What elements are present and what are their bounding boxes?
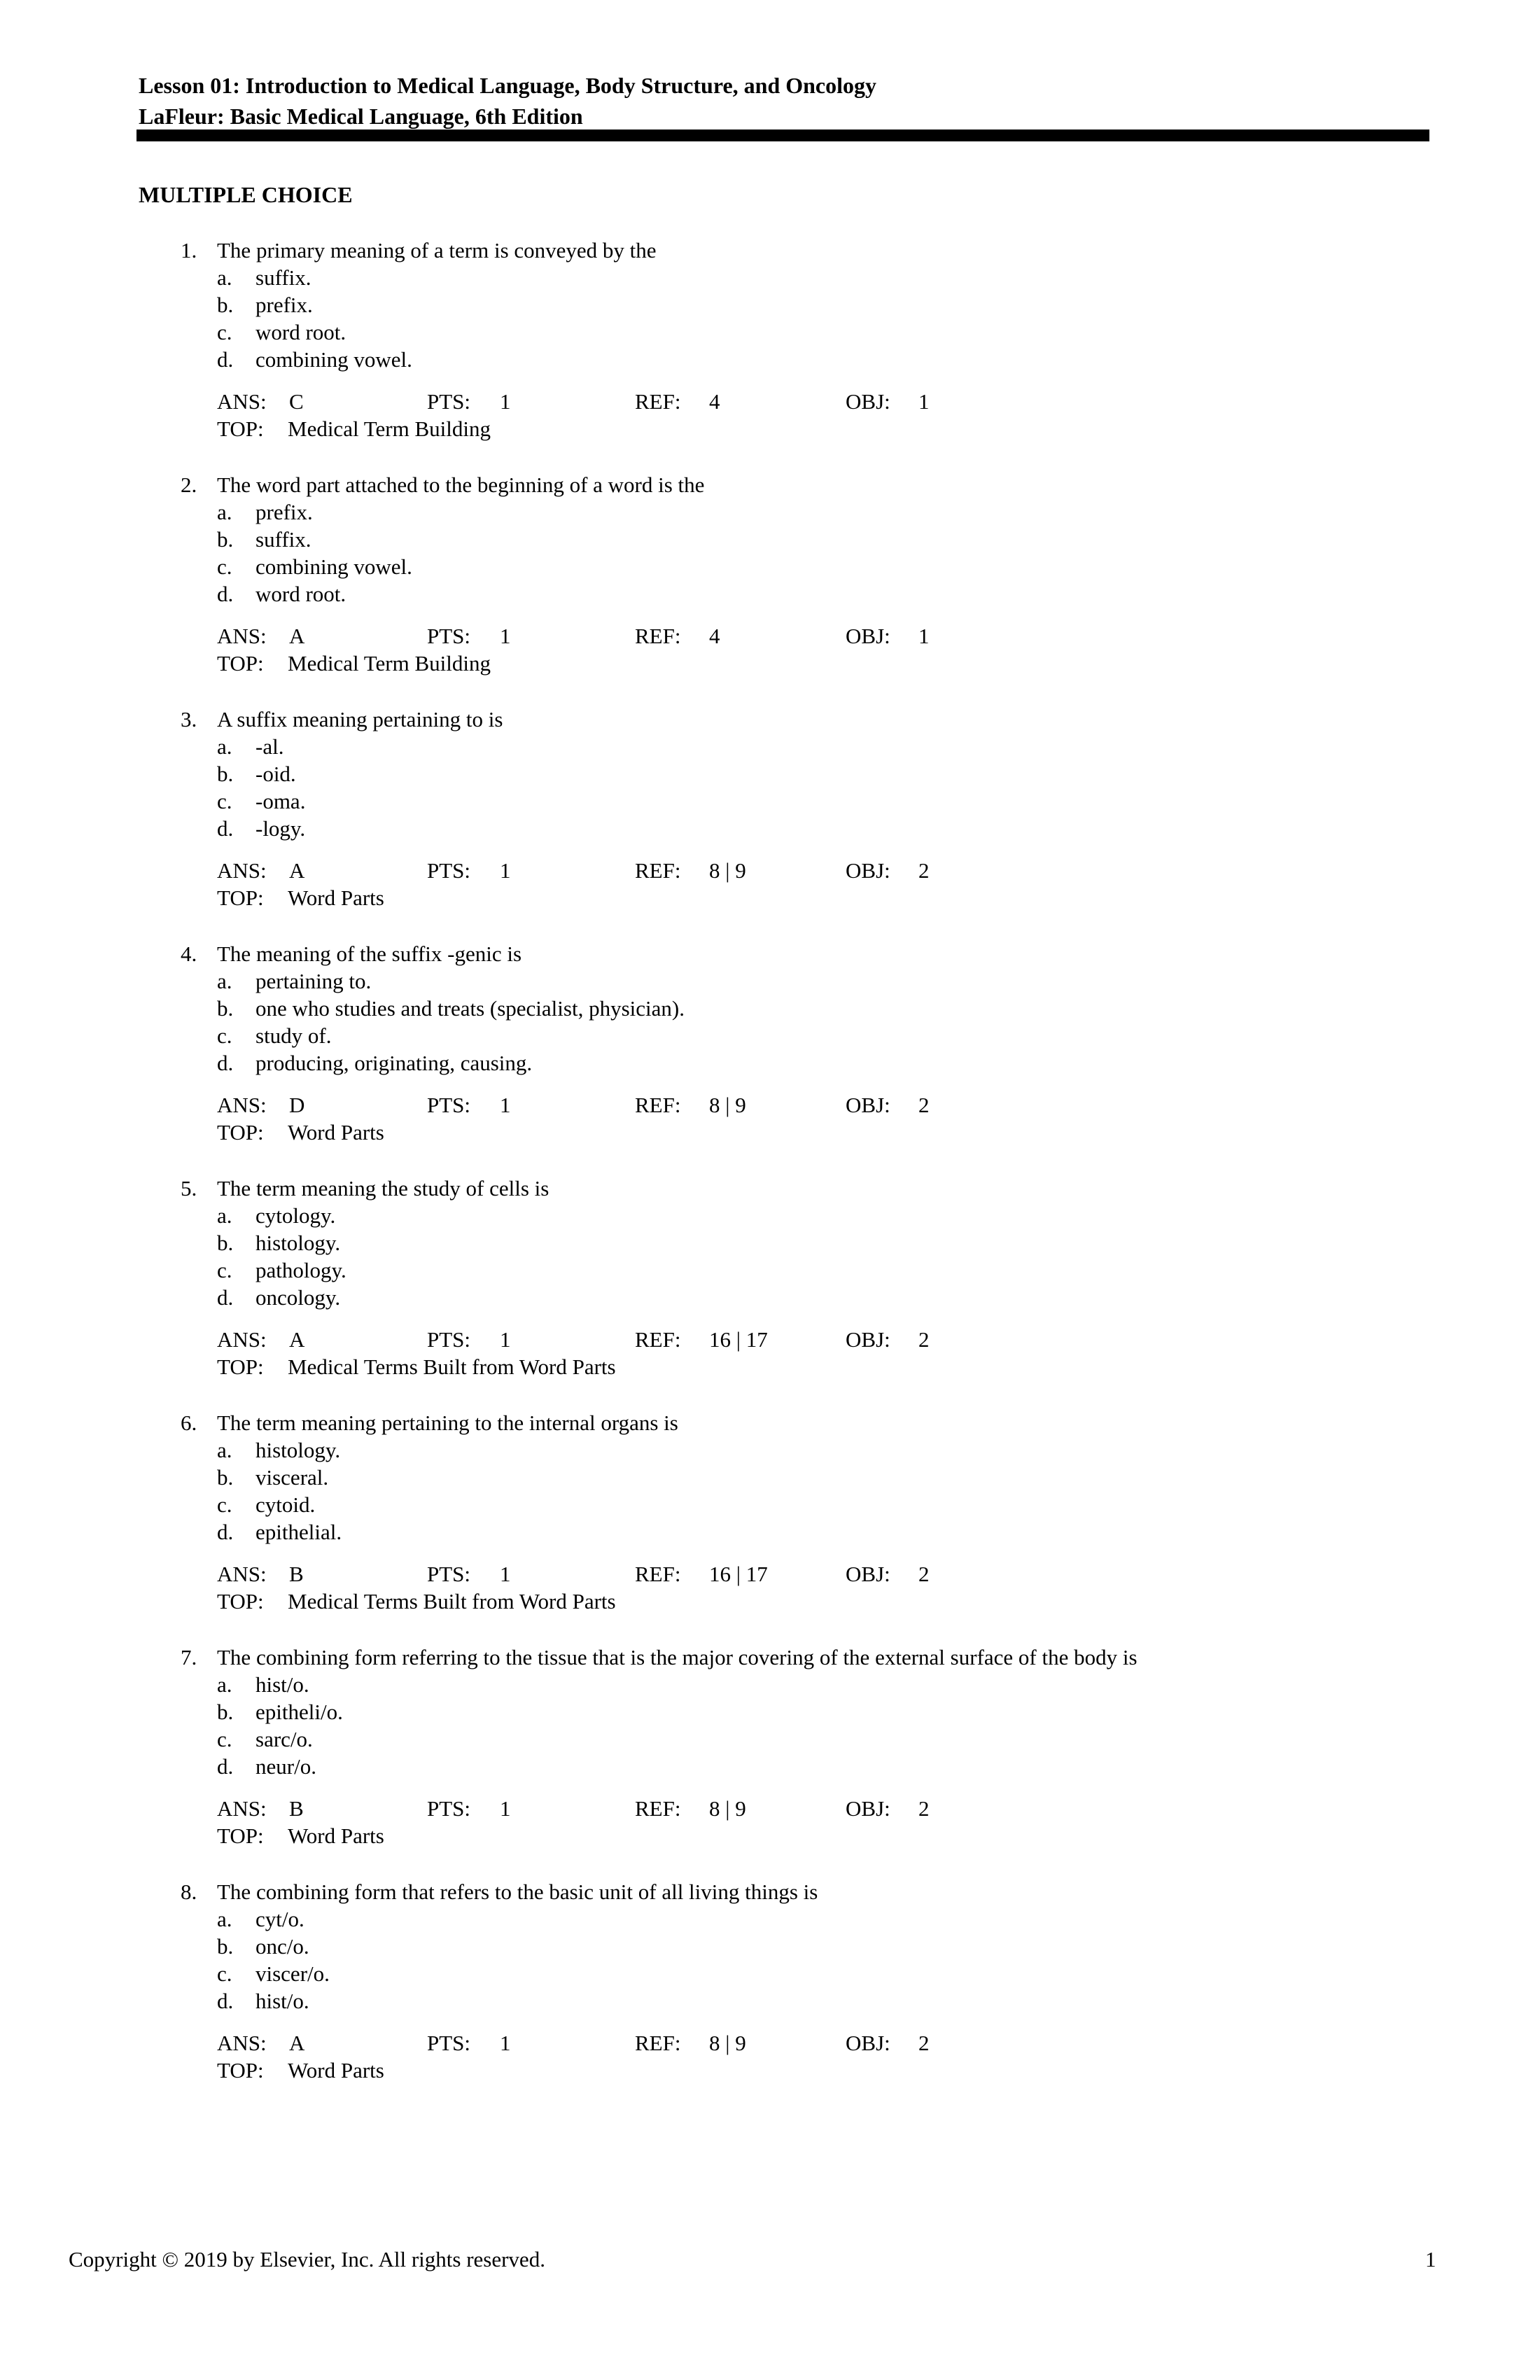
obj-value: 1: [918, 389, 930, 414]
option-letter: c.: [217, 1492, 232, 1517]
pts-value: 1: [500, 1562, 511, 1586]
ans-label: ANS:: [217, 2031, 267, 2055]
top-label: TOP:: [217, 886, 264, 910]
top-value: Medical Term Building: [288, 651, 491, 676]
ref-value: 8 | 9: [709, 2031, 746, 2055]
top-value: Word Parts: [288, 1120, 384, 1144]
option-text: sarc/o.: [255, 1727, 313, 1751]
option-letter: a.: [217, 734, 232, 759]
top-value: Medical Term Building: [288, 416, 491, 441]
obj-label: OBJ:: [846, 1562, 890, 1586]
top-label: TOP:: [217, 1120, 264, 1144]
metadata-row: [217, 1091, 1267, 1119]
ref-value: 8 | 9: [709, 858, 746, 883]
obj-value: 2: [918, 858, 930, 883]
ans-label: ANS:: [217, 1093, 267, 1117]
option-letter: a.: [217, 1203, 232, 1228]
option-text: combining vowel.: [255, 554, 412, 579]
top-label: TOP:: [217, 651, 264, 676]
option-text: neur/o.: [255, 1754, 316, 1779]
book-title: LaFleur: Basic Medical Language, 6th Edition: [139, 104, 583, 129]
answer-metadata: [217, 388, 1267, 444]
question-stem: The meaning of the suffix -genic is: [217, 941, 522, 966]
pts-label: PTS:: [427, 858, 471, 883]
option-text: epithelial.: [255, 1520, 342, 1544]
option-letter: b.: [217, 996, 234, 1021]
question-stem: A suffix meaning pertaining to is: [217, 707, 503, 732]
obj-label: OBJ:: [846, 1796, 890, 1821]
option-letter: b.: [217, 527, 234, 552]
ans-value: C: [289, 389, 304, 414]
option-letter: b.: [217, 762, 234, 786]
ref-label: REF:: [635, 1093, 681, 1117]
ref-value: 16 | 17: [709, 1562, 768, 1586]
lesson-title: Lesson 01: Introduction to Medical Language, Body Structure, and Oncology: [139, 73, 877, 98]
top-label: TOP:: [217, 1589, 264, 1614]
pts-label: PTS:: [427, 1093, 471, 1117]
pts-value: 1: [500, 1327, 511, 1352]
metadata-row: [217, 2029, 1267, 2057]
pts-value: 1: [500, 624, 511, 648]
question-stem: The word part attached to the beginning of a word is the: [217, 472, 705, 497]
option-letter: c.: [217, 789, 232, 813]
ans-value: B: [289, 1796, 304, 1821]
top-label: TOP:: [217, 416, 264, 441]
pts-label: PTS:: [427, 1327, 471, 1352]
obj-label: OBJ:: [846, 858, 890, 883]
metadata-row: [217, 388, 1267, 415]
option-text: combining vowel.: [255, 347, 412, 372]
pts-value: 1: [500, 389, 511, 414]
question-stem: The term meaning the study of cells is: [217, 1176, 550, 1200]
option-text: epitheli/o.: [255, 1700, 343, 1724]
option-text: suffix.: [255, 527, 312, 552]
option-letter: b.: [217, 1934, 234, 1959]
option-text: suffix.: [255, 265, 312, 290]
option-letter: a.: [217, 969, 232, 993]
topic-row: [217, 415, 1267, 442]
ans-value: A: [289, 858, 305, 883]
question-number: 7.: [181, 1645, 197, 1670]
ans-value: A: [289, 2031, 305, 2055]
option-letter: a.: [217, 1907, 232, 1931]
option-letter: d.: [217, 347, 234, 372]
topic-row: [217, 884, 1267, 911]
option-text: pertaining to.: [255, 969, 372, 993]
ans-label: ANS:: [217, 389, 267, 414]
obj-label: OBJ:: [846, 389, 890, 414]
page-number: 1: [1425, 2247, 1436, 2272]
pts-value: 1: [500, 858, 511, 883]
option-letter: c.: [217, 554, 232, 579]
option-letter: c.: [217, 1727, 232, 1751]
option-letter: a.: [217, 500, 232, 524]
option-text: -al.: [255, 734, 284, 759]
ref-value: 8 | 9: [709, 1796, 746, 1821]
option-text: -logy.: [255, 816, 306, 841]
option-text: histology.: [255, 1231, 341, 1255]
option-text: pathology.: [255, 1258, 346, 1282]
option-letter: a.: [217, 1438, 232, 1462]
pts-value: 1: [500, 2031, 511, 2055]
option-letter: c.: [217, 1961, 232, 1986]
option-text: word root.: [255, 320, 346, 344]
topic-row: [217, 2057, 1267, 2084]
ref-value: 16 | 17: [709, 1327, 768, 1352]
option-letter: a.: [217, 265, 232, 290]
option-text: viscer/o.: [255, 1961, 330, 1986]
ref-label: REF:: [635, 1796, 681, 1821]
ans-label: ANS:: [217, 1327, 267, 1352]
option-text: -oma.: [255, 789, 306, 813]
topic-row: [217, 1588, 1267, 1615]
option-letter: b.: [217, 1700, 234, 1724]
top-label: TOP:: [217, 1354, 264, 1379]
ans-label: ANS:: [217, 1796, 267, 1821]
option-text: cytoid.: [255, 1492, 316, 1517]
ans-label: ANS:: [217, 1562, 267, 1586]
answer-metadata: [217, 2029, 1267, 2085]
ref-value: 4: [709, 389, 720, 414]
obj-value: 2: [918, 1562, 930, 1586]
option-letter: d.: [217, 816, 234, 841]
option-letter: b.: [217, 1465, 234, 1490]
question-stem: The combining form referring to the tissue that is the major covering of the external surface of the body is: [217, 1645, 1138, 1670]
top-value: Medical Terms Built from Word Parts: [288, 1589, 616, 1614]
topic-row: [217, 1353, 1267, 1380]
question-number: 3.: [181, 707, 197, 732]
pts-label: PTS:: [427, 2031, 471, 2055]
ref-label: REF:: [635, 389, 681, 414]
top-value: Word Parts: [288, 1823, 384, 1848]
pts-label: PTS:: [427, 1796, 471, 1821]
topic-row: [217, 1119, 1267, 1146]
top-value: Word Parts: [288, 886, 384, 910]
option-letter: d.: [217, 1051, 234, 1075]
option-letter: c.: [217, 1023, 232, 1048]
ans-label: ANS:: [217, 858, 267, 883]
pts-label: PTS:: [427, 1562, 471, 1586]
topic-row: [217, 650, 1267, 677]
ans-label: ANS:: [217, 624, 267, 648]
option-letter: c.: [217, 320, 232, 344]
option-letter: c.: [217, 1258, 232, 1282]
top-label: TOP:: [217, 2058, 264, 2082]
question-stem: The combining form that refers to the basic unit of all living things is: [217, 1879, 818, 1904]
option-text: study of.: [255, 1023, 332, 1048]
option-letter: d.: [217, 1754, 234, 1779]
option-letter: d.: [217, 582, 234, 606]
top-value: Word Parts: [288, 2058, 384, 2082]
option-text: histology.: [255, 1438, 341, 1462]
pts-label: PTS:: [427, 624, 471, 648]
question-number: 2.: [181, 472, 197, 497]
answer-metadata: [217, 1795, 1267, 1851]
option-text: hist/o.: [255, 1672, 309, 1697]
ans-value: A: [289, 1327, 305, 1352]
top-value: Medical Terms Built from Word Parts: [288, 1354, 616, 1379]
metadata-row: [217, 1795, 1267, 1822]
obj-label: OBJ:: [846, 1093, 890, 1117]
answer-metadata: [217, 622, 1267, 678]
option-letter: d.: [217, 1285, 234, 1310]
ref-label: REF:: [635, 624, 681, 648]
answer-metadata: [217, 1091, 1267, 1147]
option-text: cytology.: [255, 1203, 336, 1228]
section-heading: MULTIPLE CHOICE: [139, 182, 353, 207]
option-text: prefix.: [255, 293, 313, 317]
question-number: 4.: [181, 941, 197, 966]
answer-metadata: [217, 1560, 1267, 1616]
ref-label: REF:: [635, 1327, 681, 1352]
question-number: 1.: [181, 238, 197, 262]
obj-value: 2: [918, 1093, 930, 1117]
answer-metadata: [217, 857, 1267, 913]
obj-value: 2: [918, 1796, 930, 1821]
ref-value: 4: [709, 624, 720, 648]
obj-label: OBJ:: [846, 2031, 890, 2055]
obj-label: OBJ:: [846, 624, 890, 648]
topic-row: [217, 1822, 1267, 1849]
option-text: word root.: [255, 582, 346, 606]
question-stem: The primary meaning of a term is conveyed by the: [217, 238, 657, 262]
obj-value: 2: [918, 2031, 930, 2055]
question-number: 6.: [181, 1410, 197, 1435]
option-text: cyt/o.: [255, 1907, 304, 1931]
ref-label: REF:: [635, 858, 681, 883]
option-text: -oid.: [255, 762, 296, 786]
ans-value: B: [289, 1562, 304, 1586]
option-text: producing, originating, causing.: [255, 1051, 533, 1075]
option-text: one who studies and treats (specialist, physician).: [255, 996, 685, 1021]
metadata-row: [217, 1560, 1267, 1588]
option-letter: b.: [217, 1231, 234, 1255]
ref-label: REF:: [635, 1562, 681, 1586]
option-letter: d.: [217, 1989, 234, 2013]
top-label: TOP:: [217, 1823, 264, 1848]
obj-value: 2: [918, 1327, 930, 1352]
option-text: prefix.: [255, 500, 313, 524]
pts-label: PTS:: [427, 389, 471, 414]
option-text: visceral.: [255, 1465, 329, 1490]
metadata-row: [217, 857, 1267, 884]
pts-value: 1: [500, 1796, 511, 1821]
question-stem: The term meaning pertaining to the internal organs is: [217, 1410, 678, 1435]
ref-value: 8 | 9: [709, 1093, 746, 1117]
ref-label: REF:: [635, 2031, 681, 2055]
metadata-row: [217, 1326, 1267, 1353]
obj-label: OBJ:: [846, 1327, 890, 1352]
option-letter: b.: [217, 293, 234, 317]
ans-value: D: [289, 1093, 305, 1117]
obj-value: 1: [918, 624, 930, 648]
option-text: oncology.: [255, 1285, 341, 1310]
pts-value: 1: [500, 1093, 511, 1117]
question-number: 5.: [181, 1176, 197, 1200]
option-text: hist/o.: [255, 1989, 309, 2013]
copyright-notice: Copyright © 2019 by Elsevier, Inc. All rights reserved.: [69, 2247, 545, 2272]
question-number: 8.: [181, 1879, 197, 1904]
answer-metadata: [217, 1326, 1267, 1382]
option-letter: a.: [217, 1672, 232, 1697]
option-text: onc/o.: [255, 1934, 309, 1959]
metadata-row: [217, 622, 1267, 650]
option-letter: d.: [217, 1520, 234, 1544]
ans-value: A: [289, 624, 305, 648]
